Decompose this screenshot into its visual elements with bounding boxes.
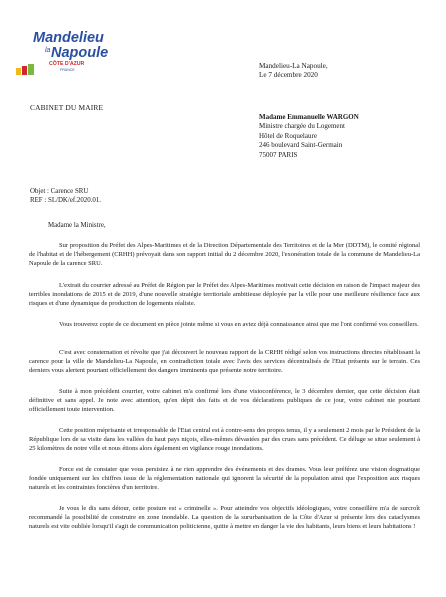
body-paragraph: Cette position méprisante et irresponsable de l'Etat central est à contre-sens des propos tenus, il y a seulement 2 mois par le Président de la République lors de sa visite dans les vallées du haut pays niçois, elles-mêmes dévastées par des crues sans précédent. Ce déluge se situe seulement à 25 kilomètres de notre ville et nous étions alors également en vigilance rouge inondations. [29, 427, 420, 452]
logo-line1: Mandelieu [33, 30, 104, 46]
logo-emblem-yellow [16, 68, 21, 75]
subject-line: Objet : Carence SRU [30, 188, 89, 195]
body-paragraph: C'est avec consternation et révolte que j'ai découvert le nouveau rapport de la CRHH rédigé selon vos instructions directes rétablissant la carence pour la ville de Mandelieu-La Napoule, en contradiction totale avec l'avis des services décentralisés de l'Etat présents sur le terrain. Ces derniers vous alertent pourtant officiellement des dangers imminents que présente notre territoire. [29, 349, 420, 374]
recipient-building: Hôtel de Roquelaure [259, 131, 317, 140]
date-line: Le 7 décembre 2020 [259, 71, 318, 80]
body-paragraph: Sur proposition du Préfet des Alpes-Maritimes et de la Direction Départementale des Territoires et de la Mer (DDTM), le comité régional de l'habitat et de l'hébergement (CRHH) prévoyait dans son rapport initial du 2 décembre 2020, l'exonération totale de la commune de Mandelieu-La Napoule de la carence SRU. [29, 242, 420, 267]
logo-tagline: CÔTE D'AZUR [49, 61, 85, 67]
body-paragraph: Suite à mon précédent courrier, votre cabinet m'a confirmé lors d'une visioconférence, le 3 décembre dernier, que cette décision était définitive et sans appel. Je note avec attention, qu'en dépit des faits et de vos déclarations publiques de ce jour, votre cabinet nie pourtant officiellement toute intervention. [29, 388, 420, 413]
logo-emblem [14, 30, 124, 82]
salutation: Madame la Ministre, [48, 222, 106, 229]
place-line: Mandelieu-La Napoule, [259, 62, 328, 70]
recipient-address [259, 113, 359, 160]
mandelieu-logo [14, 30, 124, 82]
recipient-name: Madame Emmanuelle WARGON [259, 113, 359, 121]
logo-emblem-green [28, 64, 34, 75]
logo-emblem-red [22, 66, 27, 75]
body-paragraph: Vous trouverez copie de ce document en pièce jointe même si vous en aviez déjà connaissance ainsi que me l'ont confirmé vos conseillers. [59, 321, 419, 328]
logo-line2: Napoule [51, 45, 109, 61]
body-paragraph: Je vous le dis sans détour, cette posture est « criminelle ». Pour atteindre vos objectifs idéologiques, votre conseillère m'a de surcroît recommandé la possibilité de construire en zone inondable. La question de la sururbanisation de la Côte d'Azur si présente lors des cataclysmes naturels est vite oubliée lorsqu'il s'agit de communication politicienne, quitte à mettre en danger la vie des habitants, leurs biens et leurs habitations ! [29, 505, 420, 530]
logo-la: la [45, 47, 51, 54]
reference-line: REF : SL/DK/ef.2020.01. [30, 197, 102, 204]
body-paragraph: L'extrait du courrier adressé au Préfet de Région par le Préfet des Alpes-Maritimes motivait cette décision en raison de l'impact majeur des terribles inondations de 2015 et de 2019, d'une nouvelle stratégie territoriale ambitieuse déployée par la ville pour une meilleure résilience face aux risques et d'une dynamique de production de logements réaliste. [29, 282, 420, 307]
cabinet-label: CABINET DU MAIRE [30, 103, 104, 112]
logo-country: FRANCE [60, 68, 75, 72]
subject-block [30, 187, 101, 205]
place-date-block [259, 62, 328, 81]
body-paragraph: Force est de constater que vous persistez à ne rien apprendre des événements et des drames. Vous leur préférez une vision dogmatique fondée uniquement sur les chiffres issus de la réglementation nationale qui ignorent la sécurité de la population ainsi que l'exposition aux risques naturels et les contraintes foncières d'un territoire. [29, 466, 420, 491]
recipient-title: Ministre chargée du Logement [259, 122, 345, 131]
recipient-city: 75007 PARIS [259, 150, 298, 159]
recipient-street: 246 boulevard Saint-Germain [259, 141, 343, 150]
